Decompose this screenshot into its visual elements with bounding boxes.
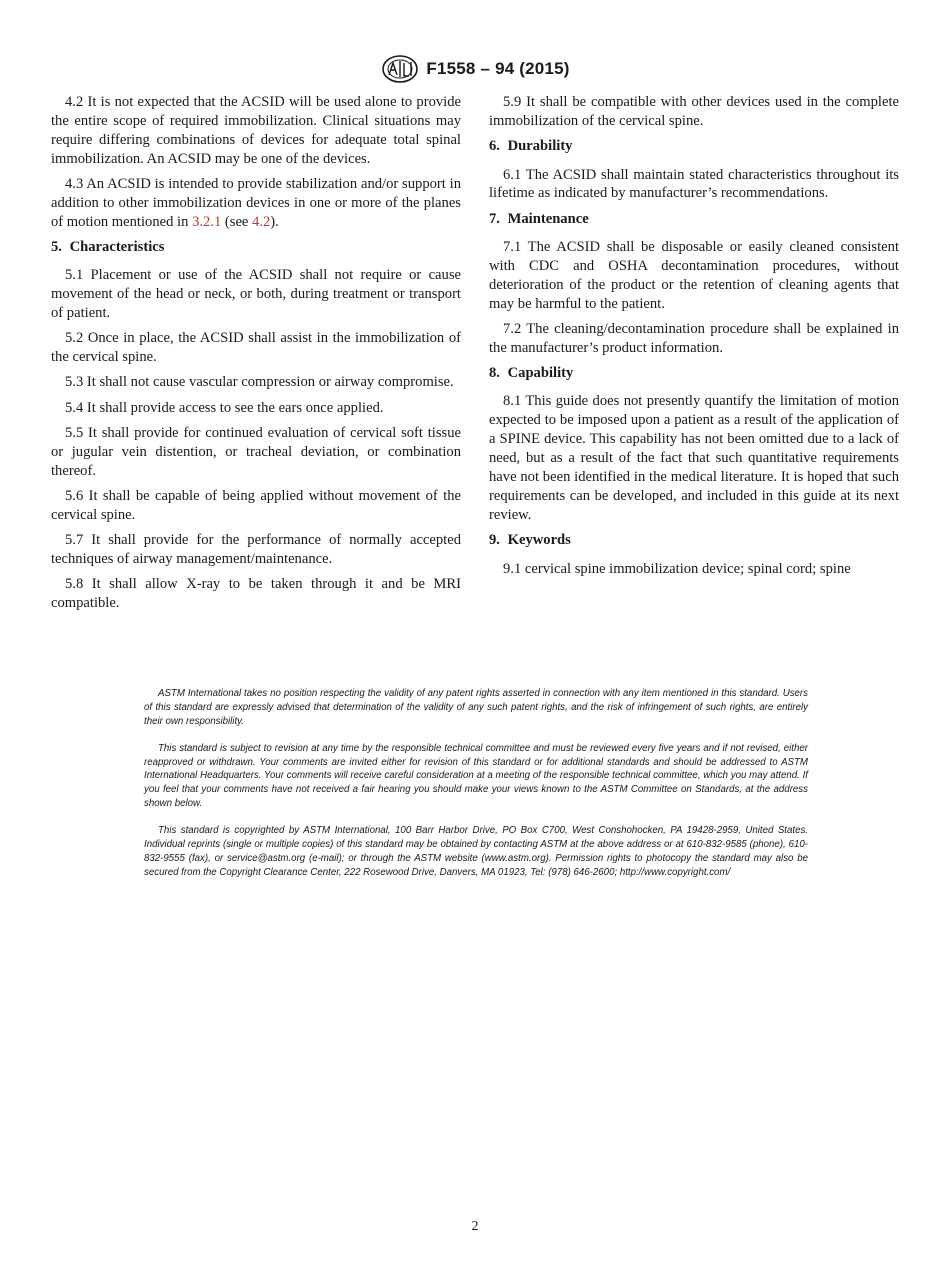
paragraph-4-2: 4.2 It is not expected that the ACSID will be used alone to provide the entire scope of required immobilization. Clinical situations may require differing combinations of devices for adequate total spinal immobilization. An ACSID may be one of the devices. <box>51 94 461 167</box>
section-number: 5. <box>51 238 62 255</box>
paragraph-5-7: 5.7 It shall provide for the performance of normally accepted techniques of airway management/maintenance. <box>51 532 461 567</box>
page-number: 2 <box>471 1219 479 1234</box>
paragraph-text: ). <box>270 213 279 230</box>
paragraph-7-1: 7.1 The ACSID shall be disposable or easily cleaned consistent with CDC and OSHA decontamination procedures, without deterioration of the product or the retention of cleaning agents that may be harmful to the patient. <box>489 239 899 312</box>
left-column <box>51 93 461 619</box>
section-heading-characteristics <box>51 238 461 257</box>
paragraph-text: (see <box>221 213 253 230</box>
copyright-notice: This standard is copyrighted by ASTM International, 100 Barr Harbor Drive, PO Box C700, West Conshohocken, PA 19428-2959, United States. Individual reprints (single or multiple copies) of this standard may be obtained by contacting ASTM at the above address or at 610-832-9585 (phone), 610-832-9555 (fax), or service@astm.org (e-mail); or through the ASTM website (www.astm.org). Permission rights to photocopy the standard may also be secured from the Copyright Clearance Center, 222 Rosewood Drive, Danvers, MA 01923, Tel: (978) 646-2600; http://www.copyright.com/ <box>144 825 808 878</box>
section-title: Keywords <box>507 532 571 549</box>
patent-notice: ASTM International takes no position respecting the validity of any patent rights asserted in connection with any item mentioned in this standard. Users of this standard are expressly advised that determination of the validity of any such patent rights, and the risk of infringement of such rights, are entirely their own responsibility. <box>144 688 808 727</box>
right-column <box>489 93 899 585</box>
cross-reference-link[interactable]: 4.2 <box>252 213 271 230</box>
section-title: Capability <box>507 365 574 382</box>
section-number: 6. <box>489 138 500 155</box>
section-heading-keywords <box>489 531 899 550</box>
paragraph-5-9: 5.9 It shall be compatible with other devices used in the complete immobilization of the cervical spine. <box>489 94 899 129</box>
revision-notice: This standard is subject to revision at any time by the responsible technical committee and must be reviewed every five years and if not revised, either reapproved or withdrawn. Your comments are invited either for revision of this standard or for additional standards and should be addressed to ASTM International Headquarters. Your comments will receive careful consideration at a meeting of the responsible technical committee, which you may attend. If you feel that your comments have not received a fair hearing you should make your views known to the ASTM Committee on Standards, at the address shown below. <box>144 742 808 809</box>
section-heading-maintenance <box>489 210 899 229</box>
section-number: 9. <box>489 532 500 549</box>
paragraph-5-6: 5.6 It shall be capable of being applied without movement of the cervical spine. <box>51 487 461 523</box>
paragraph-5-8: 5.8 It shall allow X-ray to be taken through it and be MRI compatible. <box>51 576 461 612</box>
page-header <box>0 52 950 86</box>
paragraph-8-1: 8.1 This guide does not presently quantify the limitation of motion expected to be imposed upon a patient as a result of the application of a SPINE device. This capability has not been omitted due to a lack of need, but as a result of the fact that such quantitative requirements have not been identified in the medical literature. It is hoped that such requirements can be developed, and included in this guide at its next review. <box>489 393 899 523</box>
paragraph-5-5: 5.5 It shall provide for continued evaluation of cervical soft tissue or jugular vein distention, or tracheal deviation, or combination thereof. <box>51 424 461 479</box>
section-heading-capability <box>489 364 899 383</box>
legal-notices <box>144 687 808 893</box>
astm-logo-icon <box>380 54 420 84</box>
section-title: Characteristics <box>69 238 165 255</box>
standard-designation: F1558 – 94 (2015) <box>426 59 570 78</box>
paragraph-5-2: 5.2 Once in place, the ACSID shall assist in the immobilization of the cervical spine. <box>51 330 461 366</box>
paragraph-7-2: 7.2 The cleaning/decontamination procedure shall be explained in the manufacturer’s product information. <box>489 320 899 356</box>
section-title: Durability <box>507 138 573 155</box>
section-heading-durability <box>489 137 899 156</box>
paragraph-6-1: 6.1 The ACSID shall maintain stated characteristics throughout its lifetime as indicated by manufacturer’s recommendations. <box>489 166 899 202</box>
paragraph-5-3: 5.3 It shall not cause vascular compression or airway compromise. <box>65 374 454 391</box>
section-title: Maintenance <box>507 210 589 227</box>
paragraph-text: 4.3 An ACSID is intended to provide stabilization and/or support in addition to other immobilization devices in one or more of the planes of motion mentioned in <box>51 175 461 230</box>
paragraph-5-4: 5.4 It shall provide access to see the ears once applied. <box>65 399 384 416</box>
paragraph-4-3 <box>51 175 461 232</box>
section-number: 7. <box>489 210 500 227</box>
section-number: 8. <box>489 365 500 382</box>
cross-reference-link[interactable]: 3.2.1 <box>192 213 222 230</box>
paragraph-5-1: 5.1 Placement or use of the ACSID shall not require or cause movement of the head or neck, or both, during treatment or transport of patient. <box>51 267 461 322</box>
paragraph-9-1: 9.1 cervical spine immobilization device; spinal cord; spine <box>503 560 851 577</box>
